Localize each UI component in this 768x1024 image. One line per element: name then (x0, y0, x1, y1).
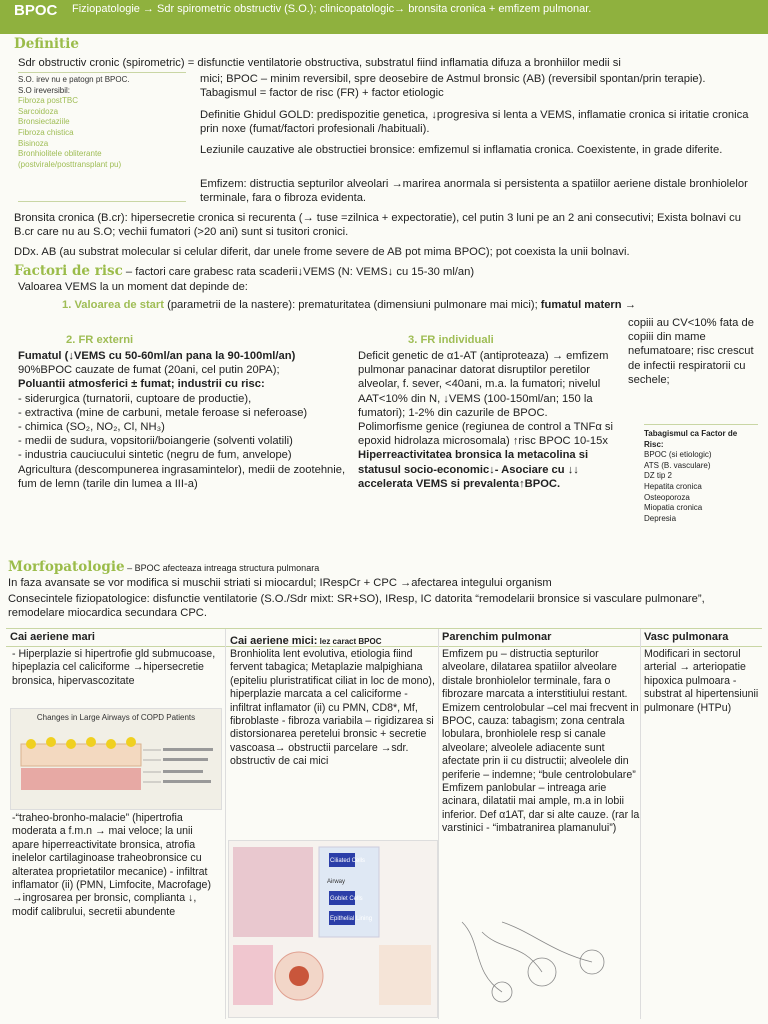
fig-label: Airway (327, 879, 346, 885)
col1-text2: -“traheo-bronho-malacie” (hipertrofia moderata a f.m.n → mai veloce; la unii apare hiperreactivitate bronsica, atrofia inelelor cartilaginoase traheobronsice cu alteratea proprietatilor mecanice) - infiltrat inflamator (ii) (PMN, Limfocite, Macrofage) →ingrosarea per bronsic, complianta ↓, modif calibrului, secretii abundente (12, 812, 211, 918)
risk-heading-line (14, 262, 762, 280)
parenchyma-figure (442, 912, 640, 1016)
fr-ext-line: - chimica (SO₂, NO₂, Cl, NH₃) (18, 421, 165, 434)
document-title: BPOC (14, 2, 58, 19)
fr-externi-heading: 2. FR externi (66, 334, 134, 346)
col3-text: Emfizem pu – distructia septurilor alveolare, dilatarea spatiilor alveolare distale bronhiolelor terminale, fara o fibrozare marcata a interstitiului restant. Emizem centrolobular –cel mai frecvent in BPOC, cauza: tabagism; zona centrala lobulara, bronhiolele resp si canale alveolare; alveolele adiacente sunt afectate prin ii cu distructii; alveolele din periferie – indemne; “bule centrolobulare” Emfizem panlobular – intreaga arie acinara, dilatatii mai ample, m.a in lobii inferior. Def α1AT, dar si alte cauze. (rar la varstinici - “imbatranirea plamanului”) (442, 648, 640, 835)
definitie-line1: Sdr obstructiv cronic (spirometric) = disfunctie ventilatorie obstructiva, substratul fiind inflamatia difuza a bronhiilor medii si (18, 57, 621, 69)
col2-heading-small: lez caract BPOC (317, 637, 382, 646)
definitie-heading: Definitie (14, 36, 80, 52)
tabagism-item: Depresia (644, 513, 677, 523)
sidebox-line1: S.O. irev nu e patogn pt BPOC. (18, 75, 130, 84)
fr-ext-line: Agricultura (descompunerea ingrasamintelor), medii de zootehnie, fum de lemn (tarile din lumea a III-a) (18, 463, 346, 490)
risk-item1-bold: fumatul matern → (540, 299, 636, 311)
sidebox-item: Sarcoidoza (18, 106, 59, 116)
fr-ind-polimorfisme: Polimorfisme genice (regiunea de control a TNFα si epoxid hidrolaza microsomala) ↑risc BPOC 10-15x (358, 421, 613, 448)
large-airways-figure (10, 708, 222, 810)
fr-ext-line: - medii de sudura, vopsitorii/boiangerie (solventi volatili) (18, 435, 293, 448)
fr-ext-line: Fumatul (↓VEMS cu 50-60ml/an pana la 90-100ml/an) (18, 350, 296, 362)
sidebox-item: (postvirale/posttransplant pu) (18, 159, 122, 169)
col-cai-aeriene-mici-heading-wrap (230, 631, 381, 649)
tabagism-item: DZ tip 2 (644, 471, 673, 481)
document-subtitle: Fiziopatologie → Sdr spirometric obstructiv (S.O.); clinicopatologic→ bronsita cronica + emfizem pulmonar. (72, 3, 592, 15)
fig-label: Goblet Cells (330, 896, 363, 902)
definitie-emfizem: Emfizem: distructia septurilor alveolari →marirea anormala si persistenta a spatiilor aeriene distale bronhiolelor terminale, fara o fibroza evidenta. (200, 178, 748, 205)
risk-item1 (62, 298, 762, 312)
fr-ext-line: - industria cauciucului sintetic (negru de fum, anvelope) (18, 449, 292, 462)
airway-diagram (11, 724, 221, 804)
fr-externi-list (18, 349, 348, 491)
small-airway-diagram (229, 841, 437, 1017)
fig-label: Ciliated Cells (330, 858, 366, 864)
risk-line2: Valoarea VEMS la un moment dat depinde de: (18, 281, 248, 293)
header-bar (0, 0, 768, 34)
tabagism-item: Osteoporoza (644, 492, 690, 502)
risk-item1-label: 1. Valoarea de start (62, 299, 164, 311)
fr-ext-line: 90%BPOC cauzate de fumat (20ani, cel putin 20PA); (18, 364, 280, 377)
definitie-leziuni: Leziunile cauzative ale obstructiei bronsice: emfizemul si inflamatia cronica. Coexistente, in grade diferite. (200, 144, 723, 156)
col2-text: Bronhiolita lent evolutiva, etiologia fiind fervent tabagica; Metaplazie malpighiana (epiteliu pluristratificat ciliat in loc de mono), hiperplazie marcata a cel caliciforme - infiltrat inflamator (ii) cu PMN, CD8*, Mf, fibroblaste - fibroza variabila – rigidizarea si distorsionarea peretelui bronsic + secretie vascoasa→ obstructii parcelare →sdr. obstructiv de cai mici (230, 648, 435, 768)
fr-ext-line: Poluantii atmosferici ± fumat; industrii cu risc: (18, 378, 265, 391)
col1-text1: - Hiperplazie si hipertrofie gld submucoase, hipeplazia cel caliciforme →hipersecretie bronsica, hipervascozitate (12, 648, 216, 687)
fr-ind-hiperreactivitate: Hiperreactivitatea bronsica la metacolina si statusul socio-economic↓- Asociare cu ↓↓ accelerata VEMS si prevalenta↑BPOC. (358, 449, 589, 490)
definitie-ddx: DDx. AB (au substrat molecular si celular diferit, dar unele frome severe de AB pot mima BPOC); pot coexista la unii bolnavi. (14, 246, 630, 258)
tabagism-box (644, 424, 758, 557)
figure-title: Changes in Large Airways of COPD Patients (36, 713, 196, 722)
morpho-heading: Morfopatologie (8, 559, 125, 575)
definitie-bronsita: Bronsita cronica (B.cr): hipersecretie cronica si recurenta (→ tuse =zilnica + expectoratie), cel putin 3 luni pe an 2 ani consecutivi; Exista bolnavi cu B.cr care nu au S.O; vechii fumatori (>20 ani) sunt si tusitori cronici. (14, 212, 741, 239)
sidebox-item: Bisinoza (18, 138, 49, 148)
fr-individuali-text (358, 349, 616, 491)
divider (6, 628, 762, 629)
column-divider (640, 629, 641, 1019)
col-vasc-pulmonara-heading: Vasc pulmonara (644, 631, 729, 643)
risk-heading-rest: – factori care grabesc rata scaderii↓VEMS (N: VEMS↓ cu 15-30 ml/an) (122, 266, 475, 278)
column-divider (438, 629, 439, 1019)
tabagism-item: Miopatia cronica (644, 503, 703, 513)
risk-right-text: copiii au CV<10% fata de copiii din mame nefumatoare; risc crescut de infectii respiratorii cu sechele; (628, 317, 754, 386)
morpho-line1: In faza avansate se vor modifica si muschii striati si miocardul; IRespCr + CPC →afectarea integului organism (8, 577, 552, 589)
risk-item1-text: (parametrii de la nastere): prematuritatea (dimensiuni pulmonare mai mici); (164, 299, 541, 311)
sidebox-item: Fibroza chistica (18, 127, 74, 137)
col-parenchim-heading: Parenchim pulmonar (442, 631, 552, 643)
tabagism-item: ATS (B. vasculare) (644, 460, 711, 470)
lung-lobule-diagram (442, 912, 640, 1016)
column-divider (225, 629, 226, 1019)
tabagism-title: Tabagismul ca Factor de Risc: (644, 429, 738, 449)
sidebox-line2: S.O ireversibil: (18, 85, 71, 95)
fig-label: Epithelial Lining (330, 916, 373, 922)
morpho-heading-line (8, 558, 763, 576)
col-cai-aeriene-mari-heading: Cai aeriene mari (10, 631, 95, 643)
fr-ext-line: - extractiva (mine de carbuni, metale feroase si neferoase) (18, 406, 308, 419)
sidebox-item: Bronhiolitele obliterante (18, 149, 102, 159)
definitie-p2: mici; BPOC – minim reversibil, spre deosebire de Astmul bronsic (AB) (reversibil spontan/prin terapie). Tabagismul = factor de risc (FR) + factor etiologic (200, 73, 706, 100)
sidebox-item: Fibroza postTBC (18, 96, 79, 106)
morpho-heading-rest: – BPOC afecteaza intreaga structura pulmonara (124, 563, 320, 573)
tabagism-item: BPOC (si etiologic) (644, 450, 712, 460)
morpho-line2: Consecintele fiziopatologice: disfunctie ventilatorie (S.O./Sdr mixt: SR+SO), IResp, IC datorita “remodelarii bronsice si vasculare pulmonare”, remodelare miocardica secundara CPC. (8, 593, 705, 620)
col4-text: Modificari in sectorul arterial → arteriopatie hipoxica pulmoara - substrat al hipertensiunii pulmonare (HTPu) (644, 648, 759, 714)
irreversible-sidebox (18, 72, 186, 202)
fr-ext-line: - siderurgica (turnatorii, cuptoare de productie), (18, 392, 252, 405)
small-airways-figure (228, 840, 438, 1018)
risk-heading: Factori de risc (14, 263, 123, 279)
sidebox-item: Bronsiectaziile (18, 117, 70, 127)
definitie-gold: Definitie Ghidul GOLD: predispozitie genetica, ↓progresiva si lenta a VEMS, inflamatie cronica si iritatie cronica prin noxe (fumat/factori profesionali /habituali). (200, 109, 749, 136)
fr-individuali-heading: 3. FR individuali (408, 334, 494, 346)
fr-ind-alpha1: Deficit genetic de α1-AT (antiproteaza) → emfizem pulmonar panacinar datorat disruptilor peretilor alveolar, f. sever, <40ani, m.a. la fumatori; nivelul AAT<10% din N, ↓VEMS (100-150ml/an; 150 la fumatori); 1-2% din cazurile de BPOC. (358, 350, 609, 419)
col-cai-aeriene-mici-heading: Cai aeriene mici: (230, 635, 318, 647)
tabagism-item: Hepatita cronica (644, 481, 702, 491)
divider (6, 646, 762, 647)
